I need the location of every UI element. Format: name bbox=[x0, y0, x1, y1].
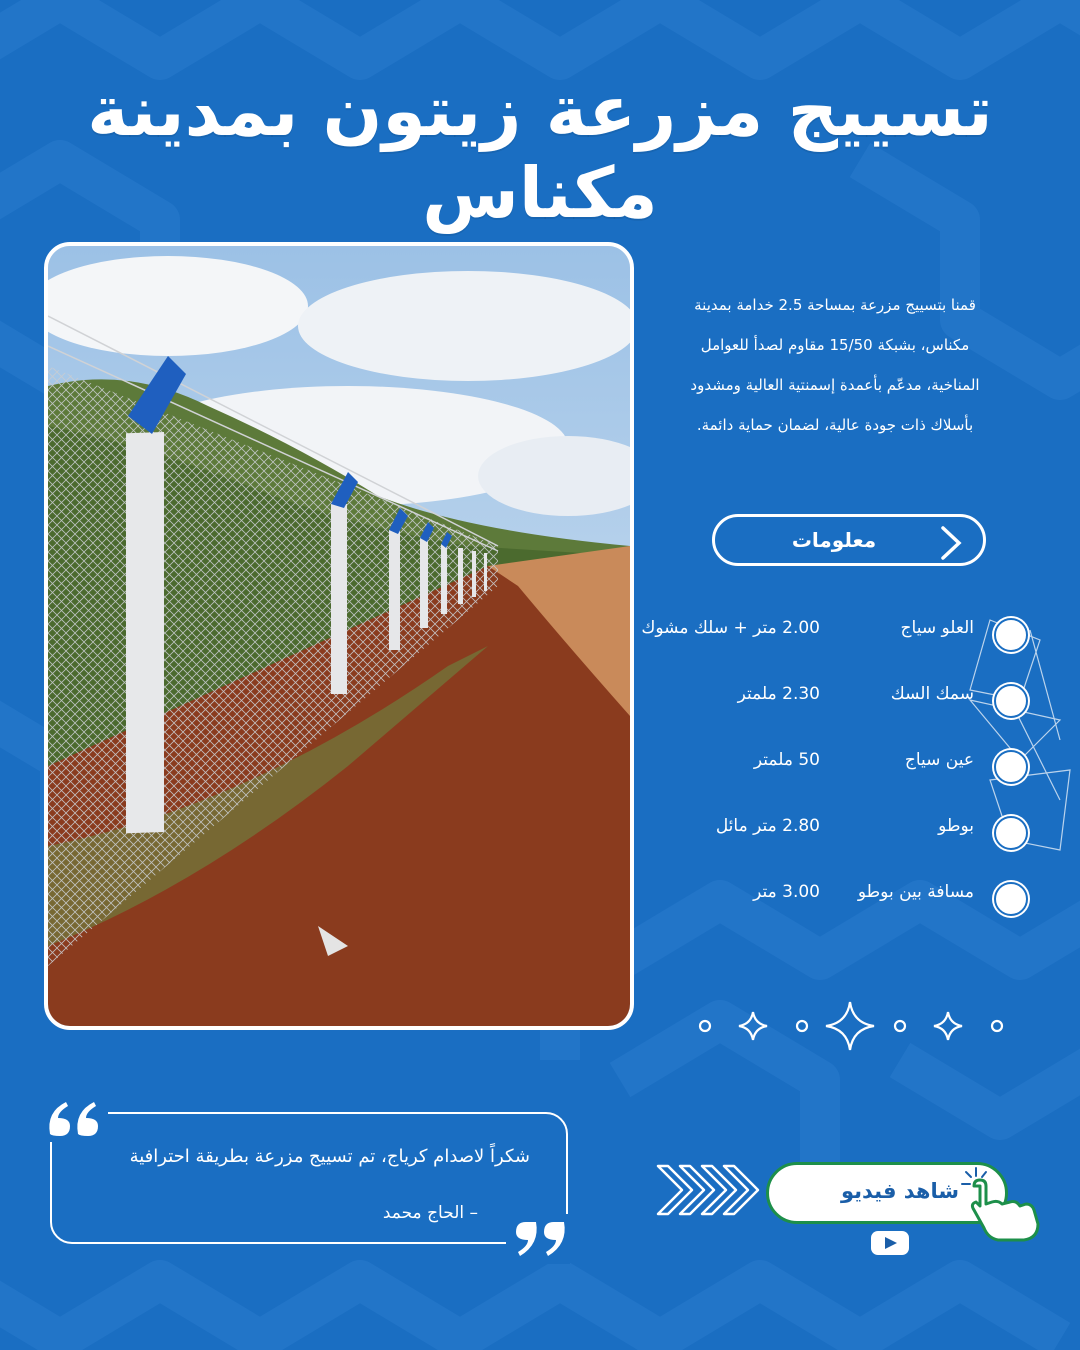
sparkle-divider bbox=[690, 998, 1020, 1054]
youtube-play-icon[interactable] bbox=[870, 1230, 910, 1256]
spec-value: 3.00 متر bbox=[753, 882, 820, 902]
info-button[interactable] bbox=[712, 514, 986, 566]
spec-label: مسافة بين بوطو bbox=[857, 882, 974, 902]
project-description bbox=[660, 285, 1010, 445]
spec-row bbox=[630, 680, 1040, 720]
spec-value: 2.00 متر + سلك مشوك bbox=[641, 618, 820, 638]
description-line: بأسلاك ذات جودة عالية، لضمان حماية دائمة. bbox=[696, 416, 974, 434]
quote-open-icon bbox=[44, 1094, 108, 1142]
quote-close-icon bbox=[506, 1214, 570, 1264]
chevrons-right-icon bbox=[656, 1164, 760, 1216]
description-line: قمنا بتسييج مزرعة بمساحة 2.5 خدامة بمدينة bbox=[694, 296, 976, 314]
spec-value: 50 ملمتر bbox=[753, 750, 820, 770]
chevron-right-icon bbox=[935, 525, 965, 561]
bullet-icon bbox=[994, 684, 1028, 718]
watch-video-label: شاهد فيديو bbox=[840, 1179, 959, 1203]
spec-value: 2.30 ملمتر bbox=[737, 684, 820, 704]
spec-row bbox=[630, 812, 1040, 852]
bullet-icon bbox=[994, 618, 1028, 652]
description-line: مكناس، بشبكة 15/50 مقاوم لصدأ للعوامل bbox=[700, 336, 970, 354]
tap-hand-icon bbox=[958, 1164, 1050, 1244]
spec-label: سمك السك bbox=[890, 684, 974, 704]
spec-label: عين سياج bbox=[904, 750, 974, 770]
bullet-icon bbox=[994, 882, 1028, 916]
spec-label: بوطو bbox=[938, 816, 974, 836]
description-line: المناخية، مدعّم بأعمدة إسمنتية العالية ومشدود bbox=[690, 376, 980, 394]
info-button-label: معلومات bbox=[791, 528, 877, 552]
spec-row bbox=[630, 746, 1040, 786]
testimonial-box bbox=[50, 1112, 568, 1244]
bullet-icon bbox=[994, 816, 1028, 850]
spec-value: 2.80 متر مائل bbox=[715, 816, 820, 836]
spec-row bbox=[630, 878, 1040, 918]
page-title: تسييج مزرعة زيتون بمدينة مكناس bbox=[87, 70, 993, 234]
bullet-icon bbox=[994, 750, 1028, 784]
spec-label: العلو سياج bbox=[900, 618, 974, 638]
testimonial-author: – الحاج محمد bbox=[382, 1203, 478, 1223]
fence-photo bbox=[44, 242, 634, 1030]
spec-row bbox=[630, 614, 1040, 654]
testimonial-text: شكراً لاصدام كرياج، تم تسييج مزرعة بطريقة احترافية bbox=[129, 1146, 530, 1167]
